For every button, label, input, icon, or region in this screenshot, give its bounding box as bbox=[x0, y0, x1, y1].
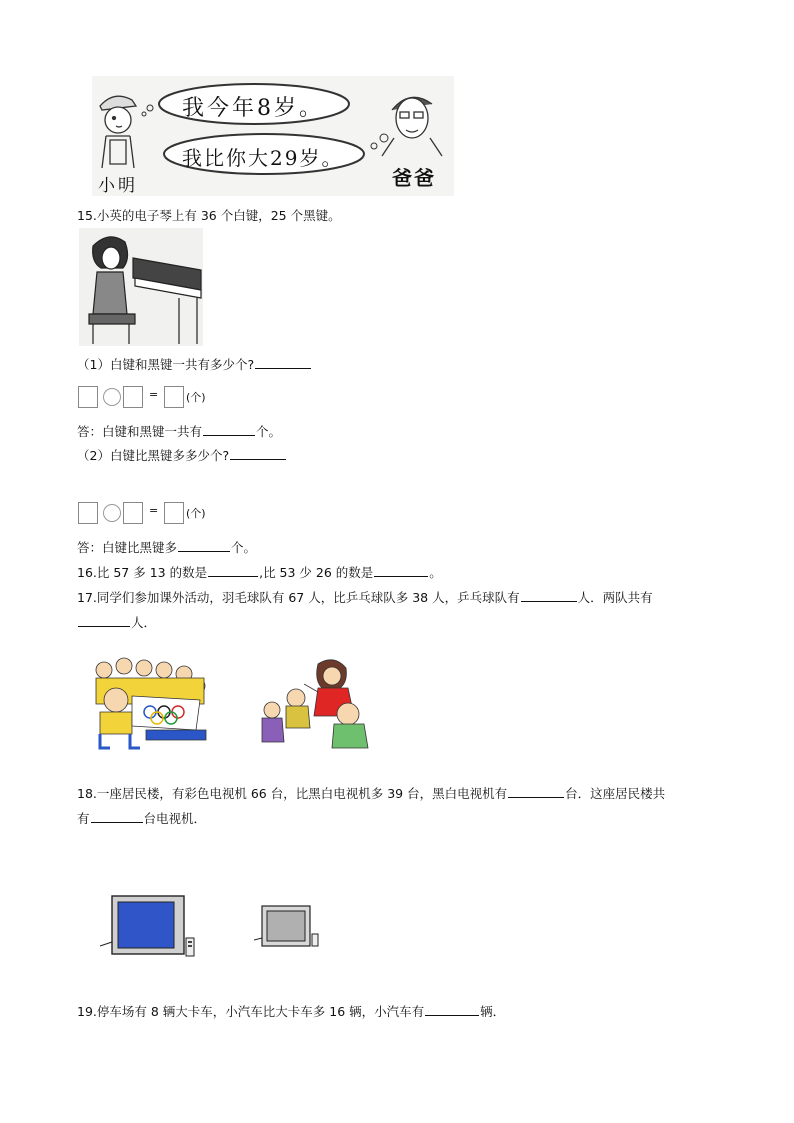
xiaoming-label: 小明 bbox=[98, 176, 138, 196]
q15-eq1-box-b[interactable] bbox=[123, 386, 143, 408]
q17-blank1[interactable] bbox=[521, 589, 577, 602]
piano-illustration bbox=[79, 228, 203, 346]
q15-sub1-text: （1）白键和黑键一共有多少个? bbox=[77, 357, 255, 372]
bubble1-text: 我今年8岁。 bbox=[182, 96, 324, 121]
q15-eq1-equals: = bbox=[149, 388, 159, 401]
color-tv-illustration bbox=[98, 894, 200, 960]
q18-blank1[interactable] bbox=[508, 785, 564, 798]
q15-ans2-suffix: 个。 bbox=[231, 540, 257, 555]
q15-ans2-blank[interactable] bbox=[178, 539, 230, 552]
q15-sub2-blank[interactable] bbox=[230, 447, 286, 460]
q15-eq1-unit: (个) bbox=[186, 391, 206, 404]
q16-blank1[interactable] bbox=[208, 564, 258, 577]
q15-sub2-text: （2）白键比黑键多多少个? bbox=[77, 448, 230, 463]
q17-line2-b: 人． bbox=[131, 615, 157, 630]
q17-blank2[interactable] bbox=[78, 614, 130, 627]
q15-eq2-box-result[interactable] bbox=[164, 502, 184, 524]
q15-ans1-suffix: 个。 bbox=[256, 424, 282, 439]
bw-tv-screen bbox=[267, 911, 305, 941]
q15-sub1-blank[interactable] bbox=[255, 356, 311, 369]
q15-ans1-prefix: 答：白键和黑键一共有 bbox=[77, 424, 203, 439]
q17-line2 bbox=[77, 613, 156, 631]
bubble2-text: 我比你大29岁。 bbox=[182, 146, 344, 170]
q16-part3: 。 bbox=[429, 565, 442, 580]
pingpong-team-illustration bbox=[256, 658, 370, 750]
q15-ans1 bbox=[77, 422, 281, 440]
q15-eq2-operator-circle[interactable] bbox=[103, 504, 121, 522]
q15-eq1-box-a[interactable] bbox=[78, 386, 98, 408]
team-drawing bbox=[86, 656, 212, 752]
piano-girl-drawing bbox=[79, 228, 203, 346]
q15-eq1-box-result[interactable] bbox=[164, 386, 184, 408]
badminton-team-illustration bbox=[86, 656, 212, 752]
q15-sub2 bbox=[77, 446, 287, 464]
q15-eq1-operator-circle[interactable] bbox=[103, 388, 121, 406]
q18-blank2[interactable] bbox=[91, 810, 143, 823]
dialog-illustration bbox=[92, 76, 454, 196]
q16-part1: 16.比 57 多 13 的数是 bbox=[77, 565, 208, 580]
q18-line1 bbox=[77, 784, 665, 802]
q17-line1 bbox=[77, 588, 653, 606]
q18-line2 bbox=[77, 809, 206, 827]
q16-blank2[interactable] bbox=[374, 564, 428, 577]
q15-eq2-box-a[interactable] bbox=[78, 502, 98, 524]
q15-sub1 bbox=[77, 355, 312, 373]
q19-part2: 辆． bbox=[480, 1004, 506, 1019]
q18-line2-a: 有 bbox=[77, 811, 90, 826]
q15-eq2-box-b[interactable] bbox=[123, 502, 143, 524]
q15-ans1-blank[interactable] bbox=[203, 423, 255, 436]
bw-tv-drawing bbox=[254, 904, 322, 950]
q15-stem: 15.小英的电子琴上有 36 个白键，25 个黑键。 bbox=[77, 208, 341, 223]
q15-eq2-equals: = bbox=[149, 504, 159, 517]
girls-drawing bbox=[256, 658, 370, 750]
q17-line1-a: 17.同学们参加课外活动，羽毛球队有 67 人，比乒乓球队多 38 人，乒乓球队有 bbox=[77, 590, 520, 605]
bw-tv-illustration bbox=[254, 904, 322, 950]
q18-line1-b: 台．这座居民楼共 bbox=[565, 786, 666, 801]
dad-label: 爸爸 bbox=[392, 166, 436, 190]
q15-eq2-unit: (个) bbox=[186, 507, 206, 520]
q18-line1-a: 18.一座居民楼，有彩色电视机 66 台，比黑白电视机多 39 台，黑白电视机有 bbox=[77, 786, 508, 801]
q15-ans2-prefix: 答：白键比黑键多 bbox=[77, 540, 178, 555]
color-tv-screen bbox=[118, 902, 174, 948]
q19-blank[interactable] bbox=[425, 1003, 479, 1016]
q16-part2: ,比 53 少 26 的数是 bbox=[259, 565, 374, 580]
q15-ans2 bbox=[77, 538, 256, 556]
q16 bbox=[77, 563, 442, 581]
q19 bbox=[77, 1002, 505, 1020]
color-tv-drawing bbox=[98, 894, 200, 960]
q18-line2-b: 台电视机． bbox=[143, 811, 207, 826]
q19-part1: 19.停车场有 8 辆大卡车，小汽车比大卡车多 16 辆，小汽车有 bbox=[77, 1004, 425, 1019]
q17-line1-b: 人．两队共有 bbox=[577, 590, 653, 605]
